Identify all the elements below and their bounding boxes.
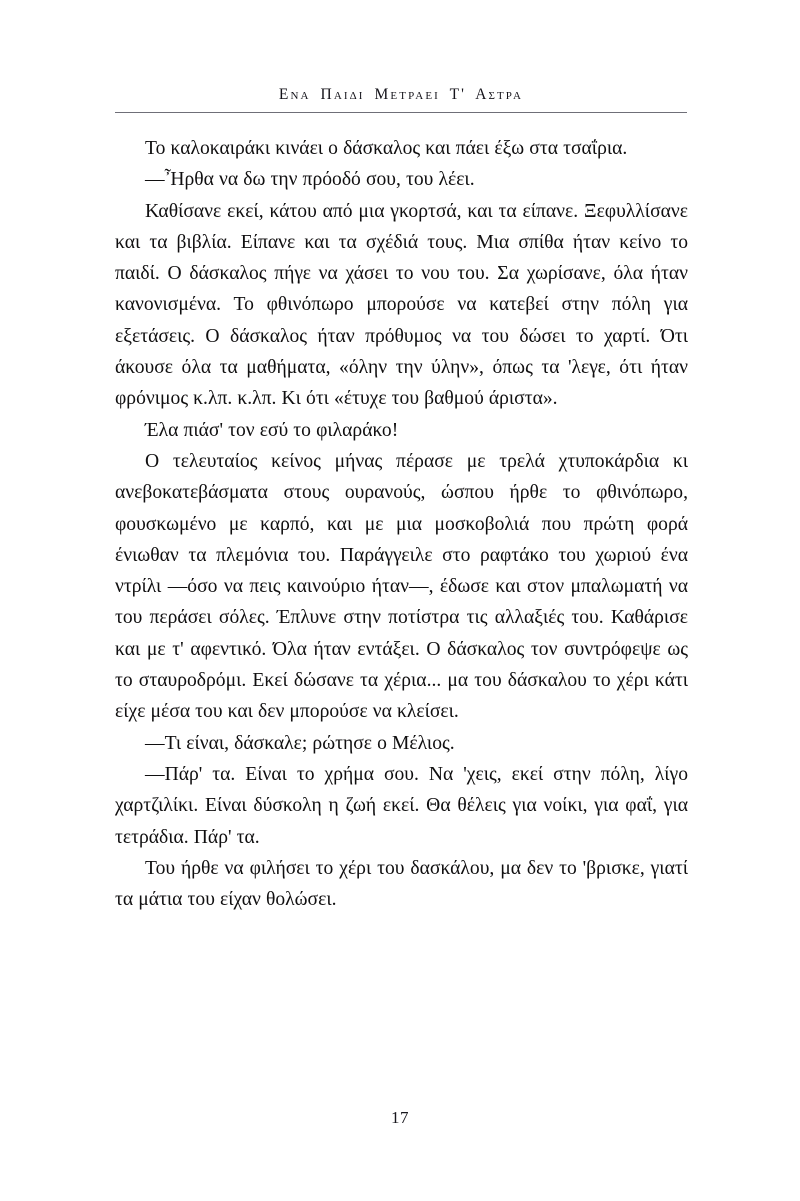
running-head-title: Ενα Παιδι Μετραει Τ' Αστρα [278, 86, 524, 103]
paragraph-dialogue: —Πάρ' τα. Είναι το χρήμα σου. Να 'χεις, εκεί στην πόλη, λίγο χαρτζιλίκι. Είναι δύσκολη η ζωή εκεί. Θα θέλεις για νοίκι, για φαΐ, για τετράδια. Πάρ' τα. [115, 763, 688, 848]
header-rule [115, 112, 687, 113]
paragraph: Το καλοκαιράκι κινάει ο δάσκαλος και πάει έξω στα τσαΐρια. [145, 138, 628, 159]
paragraph: Καθίσανε εκεί, κάτου από μια γκορτσά, και τα είπανε. Ξεφυλλίσανε και τα βιβλία. Είπανε και τα σχέδιά τους. Μια σπίθα ήταν κείνο το παιδί. Ο δάσκαλος πήγε να χάσει το νου του. Σα χωρίσανε, όλα ήταν κανονισμένα. Το φθινόπωρο μπορούσε να κατεβεί στην πόλη για εξετάσεις. Ο δάσκαλος ήταν πρόθυμος να του δώσει το χαρτί. Ότι άκουσε όλα τα μαθήματα, «όλην την ύλην», όπως τα 'λεγε, ότι ήταν φρόνιμος κ.λπ. κ.λπ. Κι ότι «έτυχε του βαθμού άριστα». [115, 200, 688, 410]
paragraph-dialogue: —Τι είναι, δάσκαλε; ρώτησε ο Μέλιος. [145, 732, 455, 754]
paragraph-dialogue: —Ἦρθα να δω την πρόοδό σου, του λέει. [145, 169, 475, 191]
paragraph: Ο τελευταίος κείνος μήνας πέρασε με τρελά χτυποκάρδια κι ανεβοκατεβάσματα στους ουρανούς, ώσπου ήρθε το φθινόπωρο, φουσκωμένο με καρπό, και με μια μοσκοβολιά που πρώτη φορά ένιωθαν τα πλεμόνια του. Παράγγειλε στο ραφτάκο του χωριού ένα ντρίλι —όσο να πεις καινούριο ήταν—, έδωσε και στον μπαλωματή να του περάσει σόλες. Έπλυνε στην ποτίστρα τις αλλαξιές του. Καθάρισε και με τ' αφεντικό. Όλα ήταν εντάξει. Ο δάσκαλος τον συντρόφεψε ως το σταυροδρόμι. Εκεί δώσανε τα χέρια... μα του δάσκαλου το χέρι κάτι είχε μέσα του και δεν μπορούσε να κλείσει. [115, 450, 688, 723]
running-head [115, 86, 687, 104]
page-number: 17 [391, 1108, 409, 1127]
paragraph: Έλα πιάσ' τον εσύ το φιλαράκο! [145, 419, 399, 441]
folio [0, 1108, 800, 1128]
body-text-block [115, 133, 688, 915]
paragraph: Του ήρθε να φιλήσει το χέρι του δασκάλου, μα δεν το 'βρισκε, γιατί τα μάτια του είχαν θολώσει. [115, 857, 688, 911]
